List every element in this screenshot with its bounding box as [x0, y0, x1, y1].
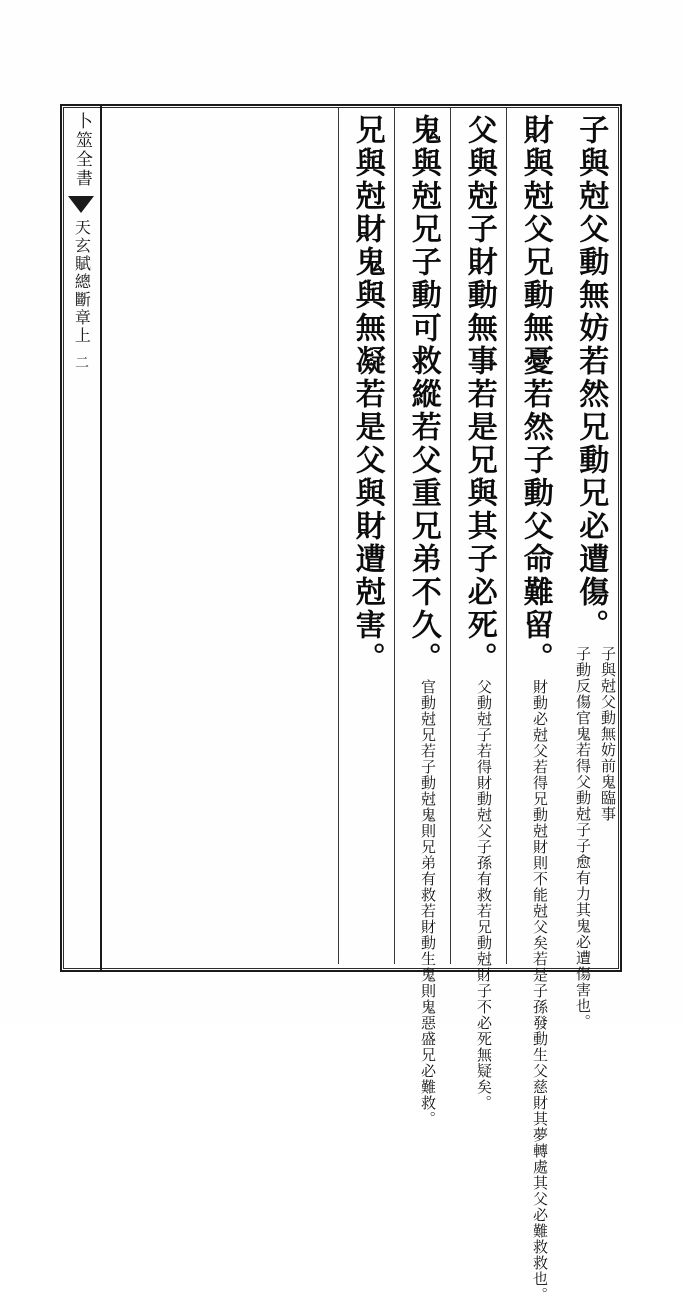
text-column-4: [394, 108, 450, 1127]
commentary-line-4a: 官動尅兄若子動尅鬼則兄弟有救若財動生鬼則鬼惡盛兄必難救。: [419, 679, 437, 1127]
commentary-block-2: [507, 679, 562, 1303]
commentary-block-4: [395, 679, 450, 1127]
text-column-2: [506, 108, 562, 1303]
text-column-1: [562, 108, 618, 1030]
text-column-container: [104, 108, 618, 1303]
fish-tail-ornament-icon: [68, 196, 94, 213]
chapter-title-vertical: 天玄賦總斷章上: [72, 219, 92, 345]
commentary-line-2a: 財動必尅父若得兄動尅財則不能尅父矣若是子孫發動生父慈財其夢轉處其父必難救救也。: [531, 679, 549, 1303]
headline-text-1: 子與尅父動無妨若然兄動兄必遭傷。: [573, 114, 609, 642]
headline-text-2: 財與尅父兄動無憂若然子動父命難留。: [517, 114, 553, 675]
book-title-vertical: 卜筮全書: [71, 112, 92, 188]
page-number: 二: [73, 355, 89, 369]
headline-text-5: 兄與尅財鬼與無凝若是父與財遭尅害。: [349, 114, 385, 675]
text-column-3: [450, 108, 506, 1111]
headline-text-4: 鬼與尅兄子動可救縱若父重兄弟不久。: [405, 114, 441, 675]
commentary-line-3a: 父動尅子若得財動尅父子孫有救若兄動尅財子不必死無疑矣。: [475, 679, 493, 1111]
commentary-line-1b: 子動反傷官鬼若得父動尅子子愈有力其鬼必遭傷害也。: [574, 646, 592, 1030]
text-column-5: [338, 108, 394, 964]
commentary-block-1: [562, 646, 618, 1030]
margin-banxin-strip: [62, 106, 102, 970]
headline-text-3: 父與尅子財動無事若是兄與其子必死。: [461, 114, 497, 675]
commentary-block-3: [451, 679, 506, 1111]
commentary-line-1a: 子與尅父動無妨前鬼臨事: [599, 646, 617, 822]
